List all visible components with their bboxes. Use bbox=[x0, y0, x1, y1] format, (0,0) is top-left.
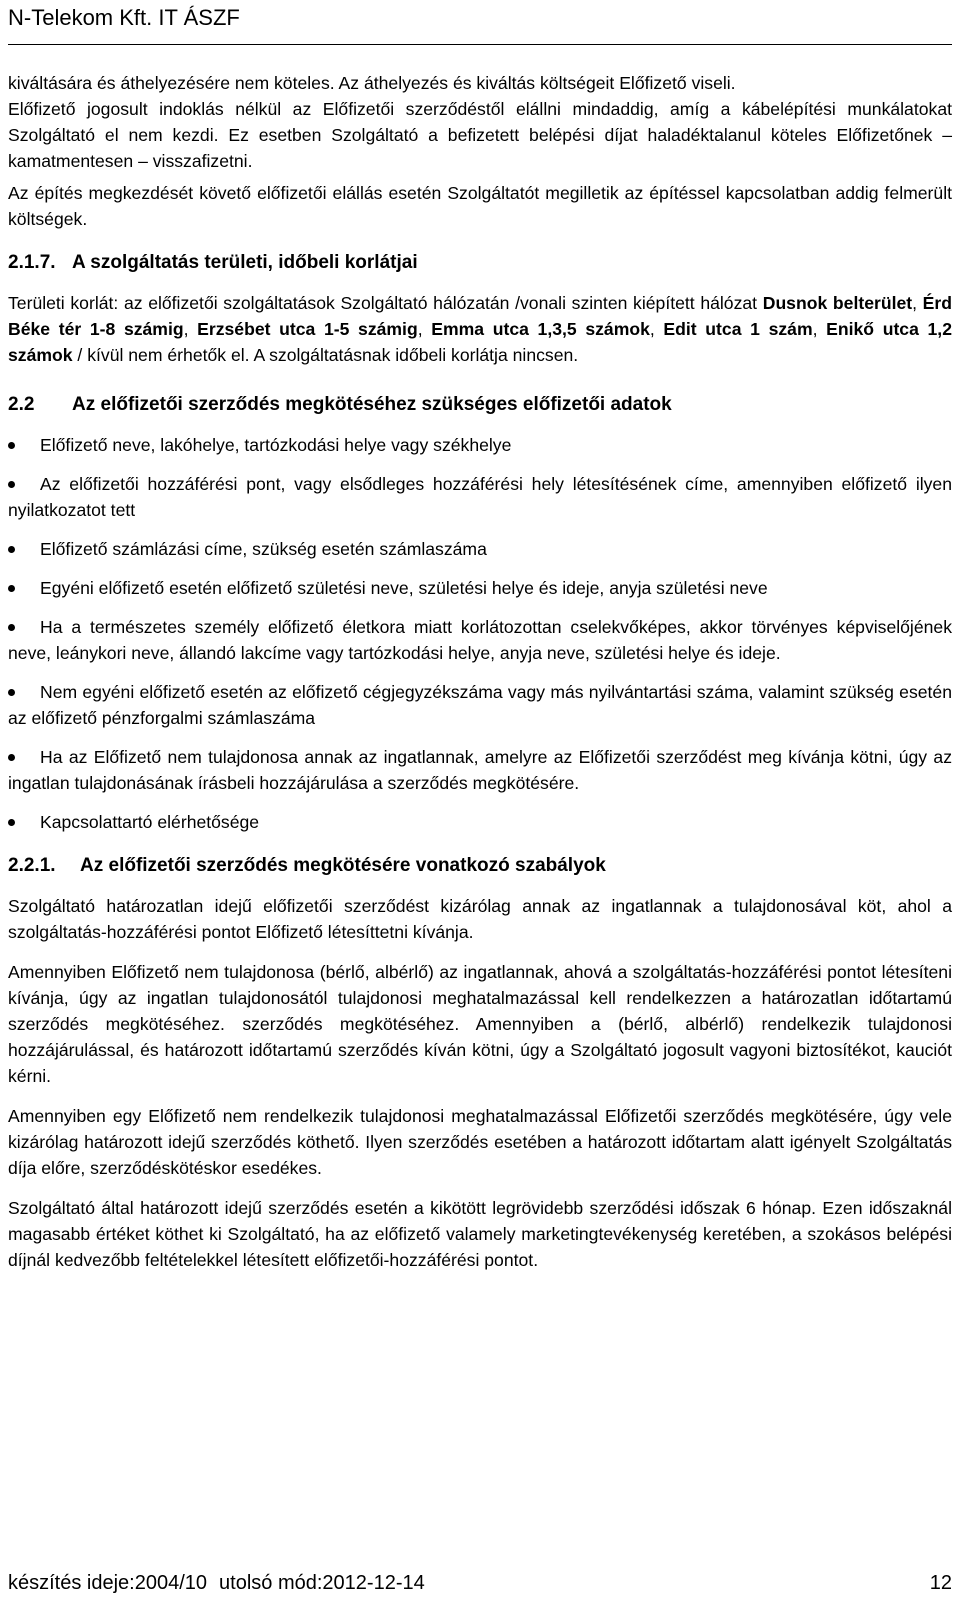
location-emma-utca: Emma utca 1,3,5 számok bbox=[431, 319, 650, 339]
page-footer bbox=[8, 1570, 952, 1596]
list-item-text: Ha az Előfizető nem tulajdonosa annak az ingatlannak, amelyre az Előfizetői szerződést meg kívánja kötni, úgy az ingatlan tulajdonásának írásbeli hozzájárulása a szerződés megkötésére. bbox=[8, 747, 952, 793]
intro-paragraph-2: Előfizető jogosult indoklás nélkül az Előfizetői szerződéstől elállni mindaddig, amíg a kábelépítési munkálatokat Szolgáltató el nem kezdi. Ez esetben Szolgáltató a befizetett belépési díjat haladéktalanul köteles Előfizetőnek – kamatmentesen – visszafizetni. bbox=[8, 99, 952, 171]
footer-dates bbox=[8, 1572, 425, 1594]
bullet-icon bbox=[8, 689, 15, 696]
text-run: Területi korlát: az előfizetői szolgáltatások Szolgáltató hálózatán /vonali szinten kiépített hálózat bbox=[8, 293, 763, 313]
bullet-icon bbox=[8, 819, 15, 826]
list-item bbox=[8, 809, 952, 835]
location-edit-utca: Edit utca 1 szám bbox=[663, 319, 813, 339]
section-2-2-1-heading bbox=[8, 853, 952, 879]
list-item bbox=[8, 614, 952, 666]
location-dusnok: Dusnok belterület bbox=[762, 293, 913, 313]
list-item-text: Előfizető számlázási címe, szükség esetén számlaszáma bbox=[40, 539, 487, 559]
created-date: készítés ideje:2004/10 bbox=[8, 1572, 208, 1594]
section-title: Az előfizetői szerződés megkötéséhez szükséges előfizetői adatok bbox=[72, 394, 672, 415]
text-run: , bbox=[812, 319, 827, 339]
list-item bbox=[8, 575, 952, 601]
modified-date: utolsó mód:2012-12-14 bbox=[219, 1572, 425, 1594]
list-item-text: Nem egyéni előfizető esetén az előfizető cégjegyzékszáma vagy más nyilvántartási száma, valamint szükség esetén az előfizető pénzforgalmi számlaszáma bbox=[8, 682, 952, 728]
list-item-text: Kapcsolattartó elérhetősége bbox=[40, 812, 260, 832]
text-run: , bbox=[183, 319, 198, 339]
location-erzsebet-utca: Erzsébet utca 1-5 számig bbox=[197, 319, 418, 339]
list-item bbox=[8, 471, 952, 523]
list-item-text: Ha a természetes személy előfizető életkora miatt korlátozottan cselekvőképes, akkor törvényes képviselőjének neve, leánykori neve, állandó lakcíme vagy tartózkodási helye, anyja neve, születési helye és ideje. bbox=[8, 617, 952, 663]
page-number: 12 bbox=[929, 1572, 952, 1594]
rules-paragraph-1: Szolgáltató határozatlan idejű előfizetői szerződést kizárólag annak az ingatlannak a tulajdonosával köt, ahol a szolgáltatás-hozzáférési pontot Előfizető létesíttetni kívánja. bbox=[8, 896, 952, 942]
bullet-icon bbox=[8, 585, 15, 592]
intro-paragraph-3: Az építés megkezdését követő előfizetői elállás esetén Szolgáltatót megilletik az építéssel kapcsolatban addig felmerült költségek. bbox=[8, 183, 952, 229]
list-item bbox=[8, 744, 952, 796]
page-header bbox=[8, 4, 952, 45]
bullet-icon bbox=[8, 481, 15, 488]
rules-paragraph-3: Amennyiben egy Előfizető nem rendelkezik tulajdonosi meghatalmazással Előfizetői szerződés megkötésére, úgy vele kizárólag határozott idejű szerződés köthető. Ilyen szerződés esetében a határozott időtartam alatt igényelt Szolgáltatás díja előre, szerződéskötéskor esedékes. bbox=[8, 1106, 952, 1178]
location-erd-beke-ter: Érd Béke tér 1-8 számig bbox=[8, 293, 953, 339]
section-title: A szolgáltatás területi, időbeli korlátjai bbox=[72, 252, 418, 273]
list-item-text: Egyéni előfizető esetén előfizető születési neve, születési helye és ideje, anyja születési neve bbox=[40, 578, 768, 598]
bullet-icon bbox=[8, 624, 15, 631]
list-item-text: Előfizető neve, lakóhelye, tartózkodási helye vagy székhelye bbox=[40, 435, 512, 455]
text-run: / kívül nem érhetők el. A szolgáltatásnak időbeli korlátja nincsen. bbox=[72, 345, 579, 365]
section-title: Az előfizetői szerződés megkötésére vonatkozó szabályok bbox=[80, 855, 606, 876]
section-2-2-heading bbox=[8, 392, 952, 418]
list-item-text: Az előfizetői hozzáférési pont, vagy elsődleges hozzáférési hely létesítésének címe, amennyiben előfizető ilyen nyilatkozatot tett bbox=[8, 474, 952, 520]
required-data-list bbox=[8, 432, 952, 835]
territorial-limit-paragraph bbox=[8, 290, 952, 368]
list-item bbox=[8, 536, 952, 562]
intro-paragraph-1: kiváltására és áthelyezésére nem köteles. Az áthelyezés és kiváltás költségeit Előfizető viseli. bbox=[8, 73, 736, 93]
rules-paragraph-4: Szolgáltató által határozott idejű szerződés esetén a kikötött legrövidebb szerződési időszak 6 hónap. Ezen időszaknál magasabb értéket köthet ki Szolgáltató, ha az előfizető valamely marketingtevékenység keretében, a szokásos belépési díjnál kedvezőbb feltételekkel létesített előfizetői-hozzáférési pontot. bbox=[8, 1198, 952, 1270]
bullet-icon bbox=[8, 546, 15, 553]
page-content bbox=[8, 70, 952, 1273]
header-title: N-Telekom Kft. IT ÁSZF bbox=[8, 5, 240, 30]
text-run: , bbox=[912, 293, 923, 313]
list-item bbox=[8, 432, 952, 458]
section-number: 2.2.1. bbox=[8, 855, 56, 876]
section-2-1-7-heading bbox=[8, 250, 952, 276]
section-number: 2.2 bbox=[8, 394, 35, 415]
location-eniko-utca: Enikő utca 1,2 számok bbox=[8, 319, 952, 365]
rules-paragraph-2: Amennyiben Előfizető nem tulajdonosa (bérlő, albérlő) az ingatlannak, ahová a szolgáltatás-hozzáférési pontot létesíteni kívánja, úgy az ingatlan tulajdonosától tulajdonosi meghatalmazással kell rendelkezzen a határozatlan időtartamú szerződés megkötéséhez. szerződés megkötéséhez. Amennyiben a (bérlő, albérlő) rendelkezik tulajdonosi hozzájárulással, és határozott időtartamú szerződés kíván kötni, úgy a Szolgáltató jogosult vagyoni biztosítékot, kauciót kérni. bbox=[8, 962, 952, 1086]
list-item bbox=[8, 679, 952, 731]
bullet-icon bbox=[8, 442, 15, 449]
text-run: , bbox=[649, 319, 664, 339]
text-run: , bbox=[417, 319, 432, 339]
bullet-icon bbox=[8, 754, 15, 761]
section-number: 2.1.7. bbox=[8, 252, 56, 273]
